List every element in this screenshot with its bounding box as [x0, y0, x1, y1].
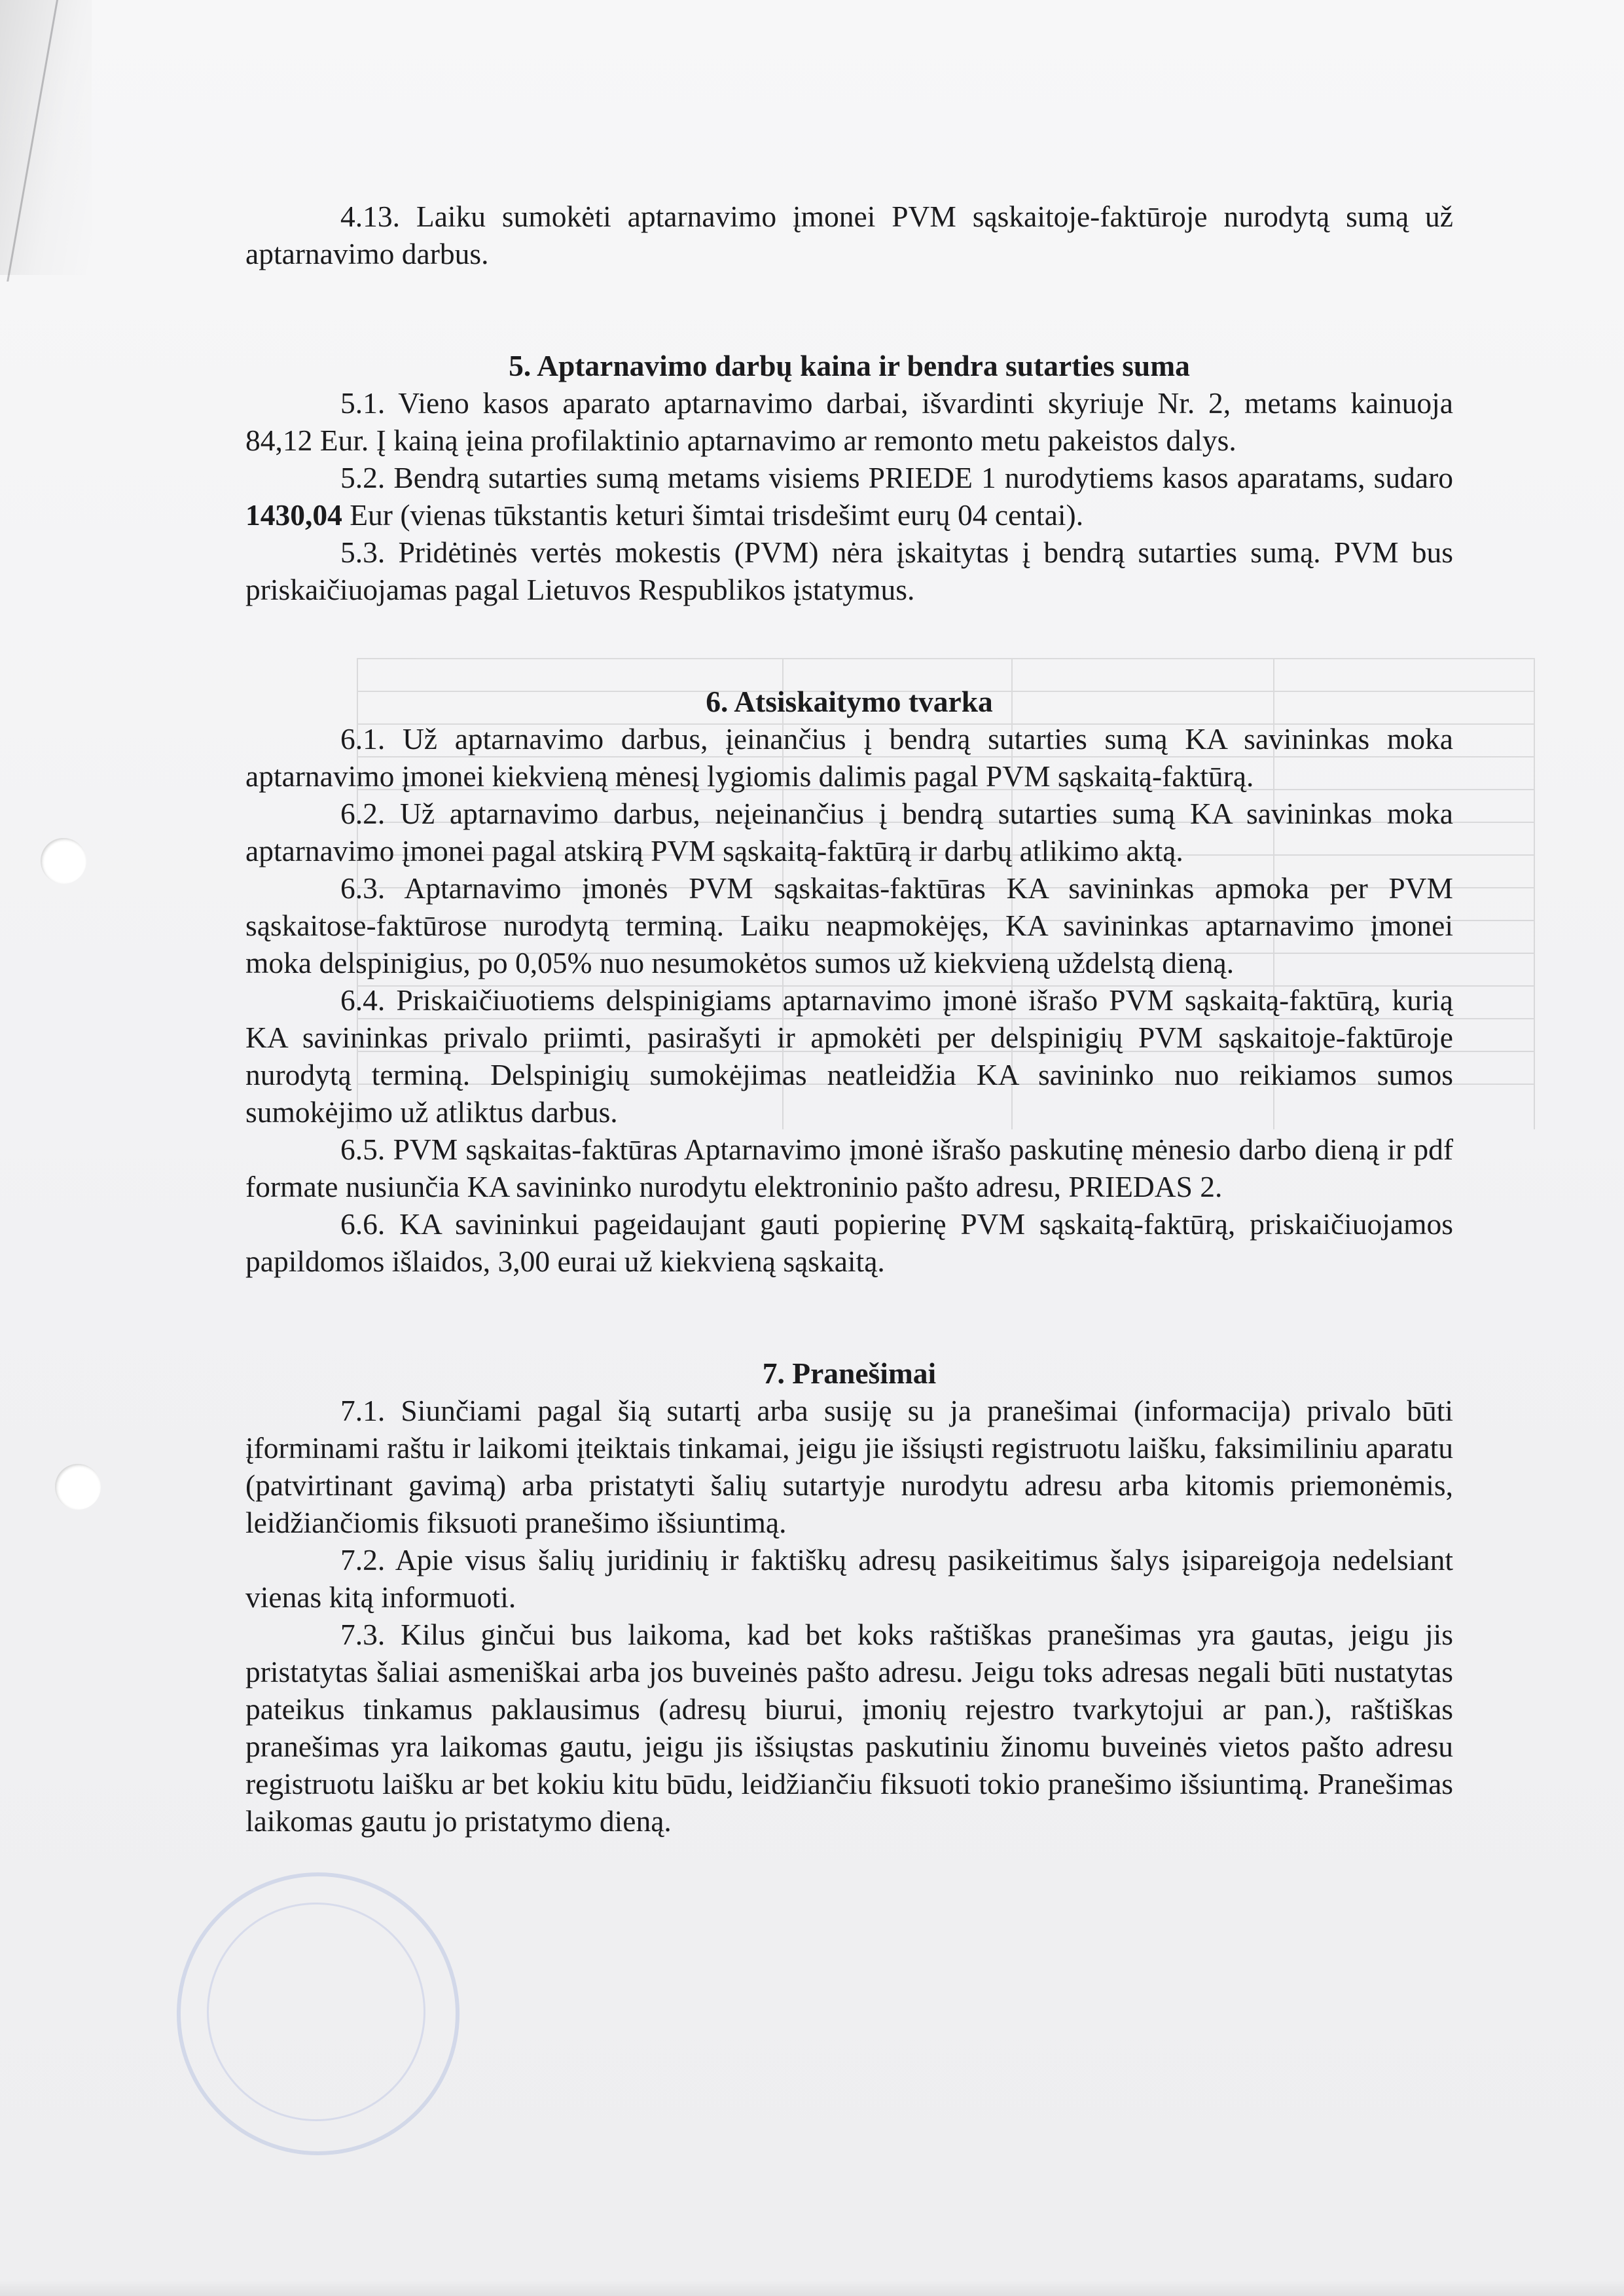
paragraph-6-1: 6.1. Už aptarnavimo darbus, įeinančius į bendrą sutarties sumą KA savininkas moka aptarnavimo įmonei kiekvieną mėnesį lygiomis dalimis pagal PVM sąskaitą-faktūrą. [245, 722, 1453, 793]
paragraph-6-5: 6.5. PVM sąskaitas-faktūras Aptarnavimo įmonė išrašo paskutinę mėnesio darbo dieną ir pdf formate nusiunčia KA savininko nurodytu elektroninio pašto adresu, PRIEDAS 2. [245, 1133, 1453, 1203]
section-7-heading: 7. Pranešimai [762, 1357, 937, 1390]
punch-hole-lower [55, 1464, 101, 1510]
paragraph-4-13: 4.13. Laiku sumokėti aptarnavimo įmonei PVM sąskaitoje-faktūroje nurodytą sumą už aptarnavimo darbus. [245, 200, 1453, 270]
document-body [245, 198, 1453, 1840]
section-6-heading: 6. Atsiskaitymo tvarka [706, 685, 993, 718]
page-bottom-edge [0, 2280, 1624, 2296]
paragraph-7-3: 7.3. Kilus ginčui bus laikoma, kad bet koks raštiškas pranešimas yra gautas, jeigu jis pristatytas šaliai asmeniškai arba jos buveinės pašto adresu. Jeigu toks adresas negali būti nustatytas pateikus tinkamus paklausimus (adresų biurui, įmonių rejestro tvarkytojui ar pan.), raštiškas pranešimas yra laikomas gautu, jeigu jis išsiųstas paskutiniu žinomu buveinės vietos pašto adresu registruotu laišku ar bet kokiu kitu būdu, leidžiančiu fiksuoti tokio pranešimo išsiuntimą. Pranešimas laikomas gautu jo pristatymo dieną. [245, 1618, 1453, 1838]
paragraph-7-1: 7.1. Siunčiami pagal šią sutartį arba susiję su ja pranešimai (informacija) privalo būti įforminami raštu ir laikomi įteiktais tinkamai, jeigu jie išsiųsti registruotu laišku, faksimiliniu aparatu (patvirtinant gavimą) arba pristatyti šalių sutartyje nurodytu adresu arba kitomis priemonėmis, leidžiančiomis fiksuoti pranešimo išsiuntimą. [245, 1394, 1453, 1539]
paragraph-5-3: 5.3. Pridėtinės vertės mokestis (PVM) nėra įskaitytas į bendrą sutarties sumą. PVM bus priskaičiuojamas pagal Lietuvos Respublikos įstatymus. [245, 536, 1453, 606]
paragraph-6-4: 6.4. Priskaičiuotiems delspinigiams aptarnavimo įmonė išrašo PVM sąskaitą-faktūrą, kurią KA savininkas privalo priimti, pasirašyti ir apmokėti per delspinigių PVM sąskaitoje-faktūroje nurodytą terminą. Delspinigių sumokėjimas neatleidžia KA savininko nuo reikiamos sumos sumokėjimo už atliktus darbus. [245, 983, 1453, 1129]
contract-total-amount: 1430,04 [245, 498, 342, 532]
paragraph-5-2-text-a: 5.2. Bendrą sutarties sumą metams visiems PRIEDE 1 nurodytiems kasos aparatams, sudaro [340, 461, 1453, 494]
paragraph-6-6: 6.6. KA savininkui pageidaujant gauti popierinę PVM sąskaitą-faktūrą, priskaičiuojamos papildomos išlaidos, 3,00 eurai už kiekvieną sąskaitą. [245, 1207, 1453, 1278]
section-5-heading: 5. Aptarnavimo darbų kaina ir bendra sutarties suma [509, 349, 1190, 382]
punch-hole-upper [41, 838, 86, 884]
paragraph-5-2-text-b: Eur (vienas tūkstantis keturi šimtai trisdešimt eurų 04 centai). [342, 498, 1084, 532]
faded-stamp [177, 1872, 460, 2155]
paragraph-6-3: 6.3. Aptarnavimo įmonės PVM sąskaitas-faktūras KA savininkas apmoka per PVM sąskaitose-faktūrose nurodytą terminą. Laiku neapmokėjęs, KA savininkas aptarnavimo įmonei moka delspinigius, po 0,05% nuo nesumokėtos sumos už kiekvieną uždelstą dieną. [245, 871, 1453, 979]
paragraph-5-1: 5.1. Vieno kasos aparato aptarnavimo darbai, išvardinti skyriuje Nr. 2, metams kainuoja 84,12 Eur. Į kainą įeina profilaktinio aptarnavimo ar remonto metu pakeistos dalys. [245, 386, 1453, 457]
paragraph-6-2: 6.2. Už aptarnavimo darbus, neįeinančius į bendrą sutarties sumą KA savininkas moka aptarnavimo įmonei pagal atskirą PVM sąskaitą-faktūrą ir darbų atlikimo aktą. [245, 797, 1453, 867]
paragraph-7-2: 7.2. Apie visus šalių juridinių ir faktiškų adresų pasikeitimus šalys įsipareigoja nedelsiant vienas kitą informuoti. [245, 1543, 1453, 1614]
paper-fold-shadow [0, 0, 92, 275]
paragraph-5-2 [245, 459, 1453, 534]
